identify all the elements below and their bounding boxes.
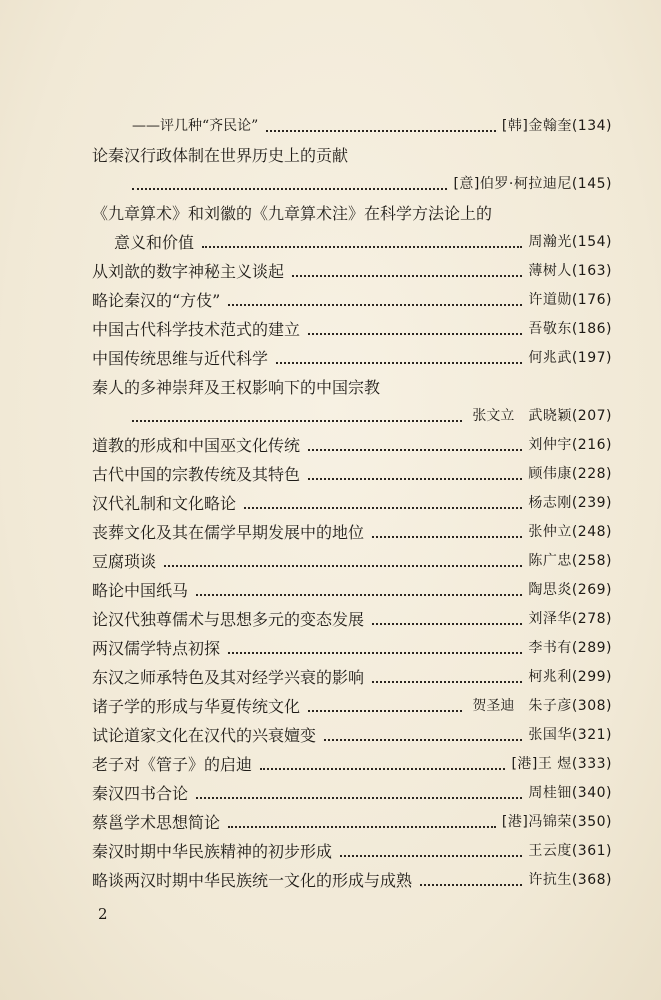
entry-title: 意义和价值 bbox=[114, 233, 195, 252]
entry-title: 《九章算术》和刘徽的《九章算术注》在科学方法论上的 bbox=[92, 204, 493, 223]
entry-title: 论汉代独尊儒术与思想多元的变态发展 bbox=[92, 610, 365, 629]
entry-author-page: 张国华(321) bbox=[528, 727, 612, 743]
toc-entry bbox=[92, 576, 612, 605]
dot-leader bbox=[228, 623, 522, 654]
entry-author-page: 何兆武(197) bbox=[528, 350, 612, 366]
entry-author-page: 王云度(361) bbox=[528, 843, 612, 859]
dot-leader bbox=[132, 159, 447, 190]
dot-leader bbox=[196, 768, 522, 799]
table-of-contents bbox=[92, 112, 612, 895]
toc-entry bbox=[92, 170, 612, 199]
entry-author-page: 吾敬东(186) bbox=[528, 321, 612, 337]
page-number: 2 bbox=[98, 905, 108, 923]
entry-author-page: 张仲立(248) bbox=[528, 524, 612, 540]
entry-author-page: 刘泽华(278) bbox=[528, 611, 612, 627]
entry-co-author: 贺圣迪 bbox=[472, 698, 515, 714]
entry-title: 秦汉四书合论 bbox=[92, 784, 189, 803]
dot-leader bbox=[292, 246, 522, 277]
entry-author-page: 许道勋(176) bbox=[528, 292, 612, 308]
entry-author-page: 陈广忠(258) bbox=[528, 553, 612, 569]
dot-leader bbox=[164, 536, 522, 567]
entry-author-page: 武晓颖(207) bbox=[528, 408, 612, 424]
toc-entry bbox=[92, 837, 612, 866]
entry-title: 诸子学的形成与华夏传统文化 bbox=[92, 697, 301, 716]
dot-leader bbox=[132, 391, 462, 422]
entry-title: 略论中国纸马 bbox=[92, 581, 189, 600]
toc-entry bbox=[92, 489, 612, 518]
entry-author-page: [港]冯锦荣(350) bbox=[501, 814, 612, 830]
dot-leader bbox=[228, 797, 496, 828]
dot-leader bbox=[276, 333, 522, 364]
dot-leader bbox=[324, 710, 522, 741]
dot-leader bbox=[228, 275, 522, 306]
dot-leader bbox=[372, 652, 522, 683]
entry-title: 豆腐琐谈 bbox=[92, 552, 157, 571]
entry-author-page: 顾伟康(228) bbox=[528, 466, 612, 482]
dot-leader bbox=[260, 739, 505, 770]
entry-author-page: 薄树人(163) bbox=[528, 263, 612, 279]
entry-author-page: [港]王 煜(333) bbox=[511, 756, 612, 772]
dot-leader bbox=[196, 565, 522, 596]
dot-leader bbox=[420, 855, 522, 886]
dot-leader bbox=[308, 449, 522, 480]
entry-title: 东汉之师承特色及其对经学兴衰的影响 bbox=[92, 668, 365, 687]
entry-title: 试论道家文化在汉代的兴衰嬗变 bbox=[92, 726, 317, 745]
dot-leader bbox=[372, 594, 522, 625]
dot-leader bbox=[202, 217, 522, 248]
toc-entry bbox=[92, 344, 612, 373]
dot-leader bbox=[308, 304, 522, 335]
entry-author-page: 刘仲宇(216) bbox=[528, 437, 612, 453]
entry-title: 略论秦汉的“方伎” bbox=[92, 291, 221, 310]
toc-entry bbox=[92, 634, 612, 663]
entry-title: 丧葬文化及其在儒学早期发展中的地位 bbox=[92, 523, 365, 542]
toc-entry bbox=[92, 866, 612, 895]
dot-leader bbox=[308, 420, 522, 451]
entry-title: 从刘歆的数字神秘主义谈起 bbox=[92, 262, 285, 281]
entry-title: 论秦汉行政体制在世界历史上的贡献 bbox=[92, 146, 349, 165]
dot-leader bbox=[340, 826, 522, 857]
entry-title: ——评几种“齐民论” bbox=[132, 118, 259, 134]
entry-title: 汉代礼制和文化略论 bbox=[92, 494, 237, 513]
entry-author-page: 许抗生(368) bbox=[528, 872, 612, 888]
dot-leader bbox=[266, 101, 496, 132]
entry-author-page: 李书有(289) bbox=[528, 640, 612, 656]
entry-author-page: [意]伯罗·柯拉迪尼(145) bbox=[453, 176, 612, 192]
entry-author-page: 杨志刚(239) bbox=[528, 495, 612, 511]
entry-title: 蔡邕学术思想简论 bbox=[92, 813, 221, 832]
entry-author-page: [韩]金翰奎(134) bbox=[501, 118, 612, 134]
entry-title: 古代中国的宗教传统及其特色 bbox=[92, 465, 301, 484]
entry-title: 道教的形成和中国巫文化传统 bbox=[92, 436, 301, 455]
entry-author-page: 周桂钿(340) bbox=[528, 785, 612, 801]
entry-author-page: 柯兆利(299) bbox=[528, 669, 612, 685]
entry-title: 两汉儒学特点初探 bbox=[92, 639, 221, 658]
entry-title: 中国古代科学技术范式的建立 bbox=[92, 320, 301, 339]
entry-title: 秦人的多神崇拜及王权影响下的中国宗教 bbox=[92, 378, 381, 397]
entry-author-page: 朱子彦(308) bbox=[528, 698, 612, 714]
entry-title: 略谈两汉时期中华民族统一文化的形成与成熟 bbox=[92, 871, 413, 890]
entry-title: 老子对《管子》的启迪 bbox=[92, 755, 253, 774]
entry-title: 中国传统思维与近代科学 bbox=[92, 349, 269, 368]
dot-leader bbox=[372, 507, 522, 538]
dot-leader bbox=[308, 681, 462, 712]
entry-author-page: 周瀚光(154) bbox=[528, 234, 612, 250]
entry-author-page: 陶思炎(269) bbox=[528, 582, 612, 598]
entry-co-author: 张文立 bbox=[472, 408, 515, 424]
dot-leader bbox=[244, 478, 522, 509]
entry-title: 秦汉时期中华民族精神的初步形成 bbox=[92, 842, 333, 861]
toc-entry bbox=[92, 112, 612, 141]
